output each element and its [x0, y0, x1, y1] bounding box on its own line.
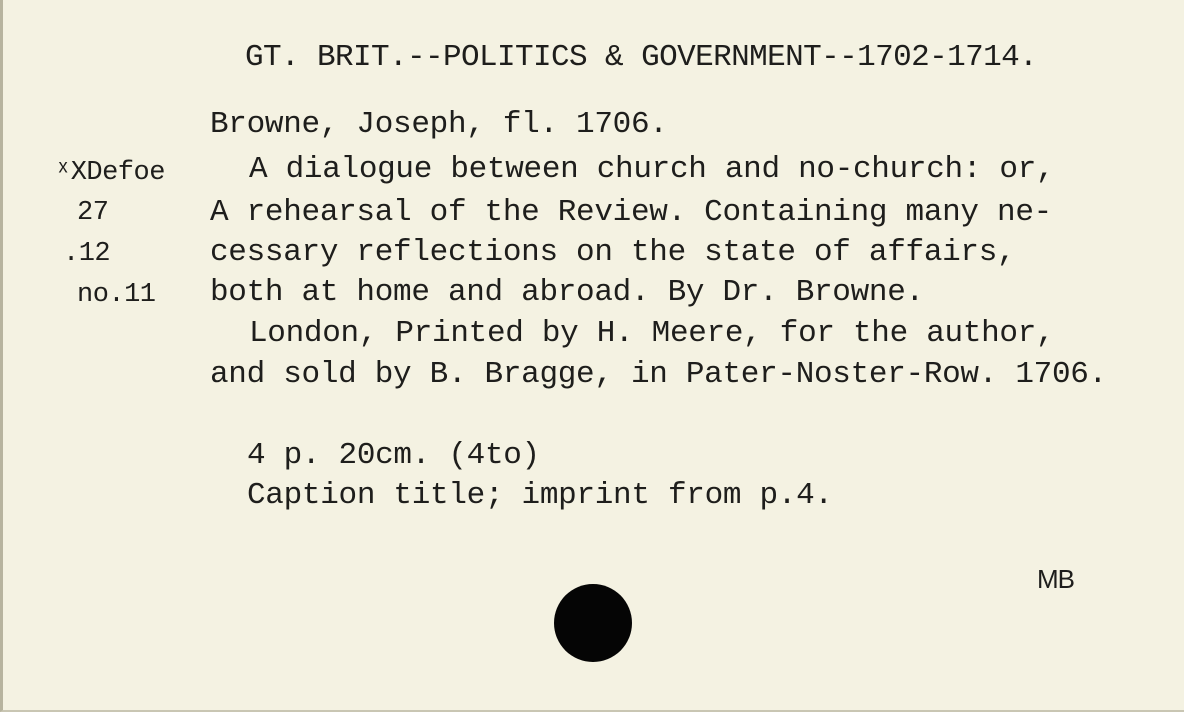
call-number-line-1: ˣXDefoe — [55, 158, 165, 188]
punch-hole — [554, 584, 632, 662]
subject-heading: GT. BRIT.--POLITICS & GOVERNMENT--1702-1714. — [245, 40, 1038, 75]
call-number-line-3: .12 — [63, 239, 111, 269]
imprint-line-2: and sold by B. Bragge, in Pater-Noster-Row. 1706. — [210, 357, 1107, 392]
call-number-line-2: 27 — [77, 198, 109, 228]
author-entry: Browne, Joseph, fl. 1706. — [210, 107, 668, 142]
title-line-2: A rehearsal of the Review. Containing many ne- — [210, 195, 1052, 230]
note: Caption title; imprint from p.4. — [247, 478, 833, 513]
title-line-3: cessary reflections on the state of affairs, — [210, 235, 1016, 270]
collation: 4 p. 20cm. (4to) — [247, 438, 540, 473]
title-line-4: both at home and abroad. By Dr. Browne. — [210, 275, 924, 310]
imprint-line-1: London, Printed by H. Meere, for the author, — [249, 316, 1055, 351]
title-line-1: A dialogue between church and no-church: or, — [249, 152, 1055, 187]
cataloger-initials: MB — [1037, 564, 1074, 594]
call-number-line-4: no.11 — [77, 280, 156, 310]
